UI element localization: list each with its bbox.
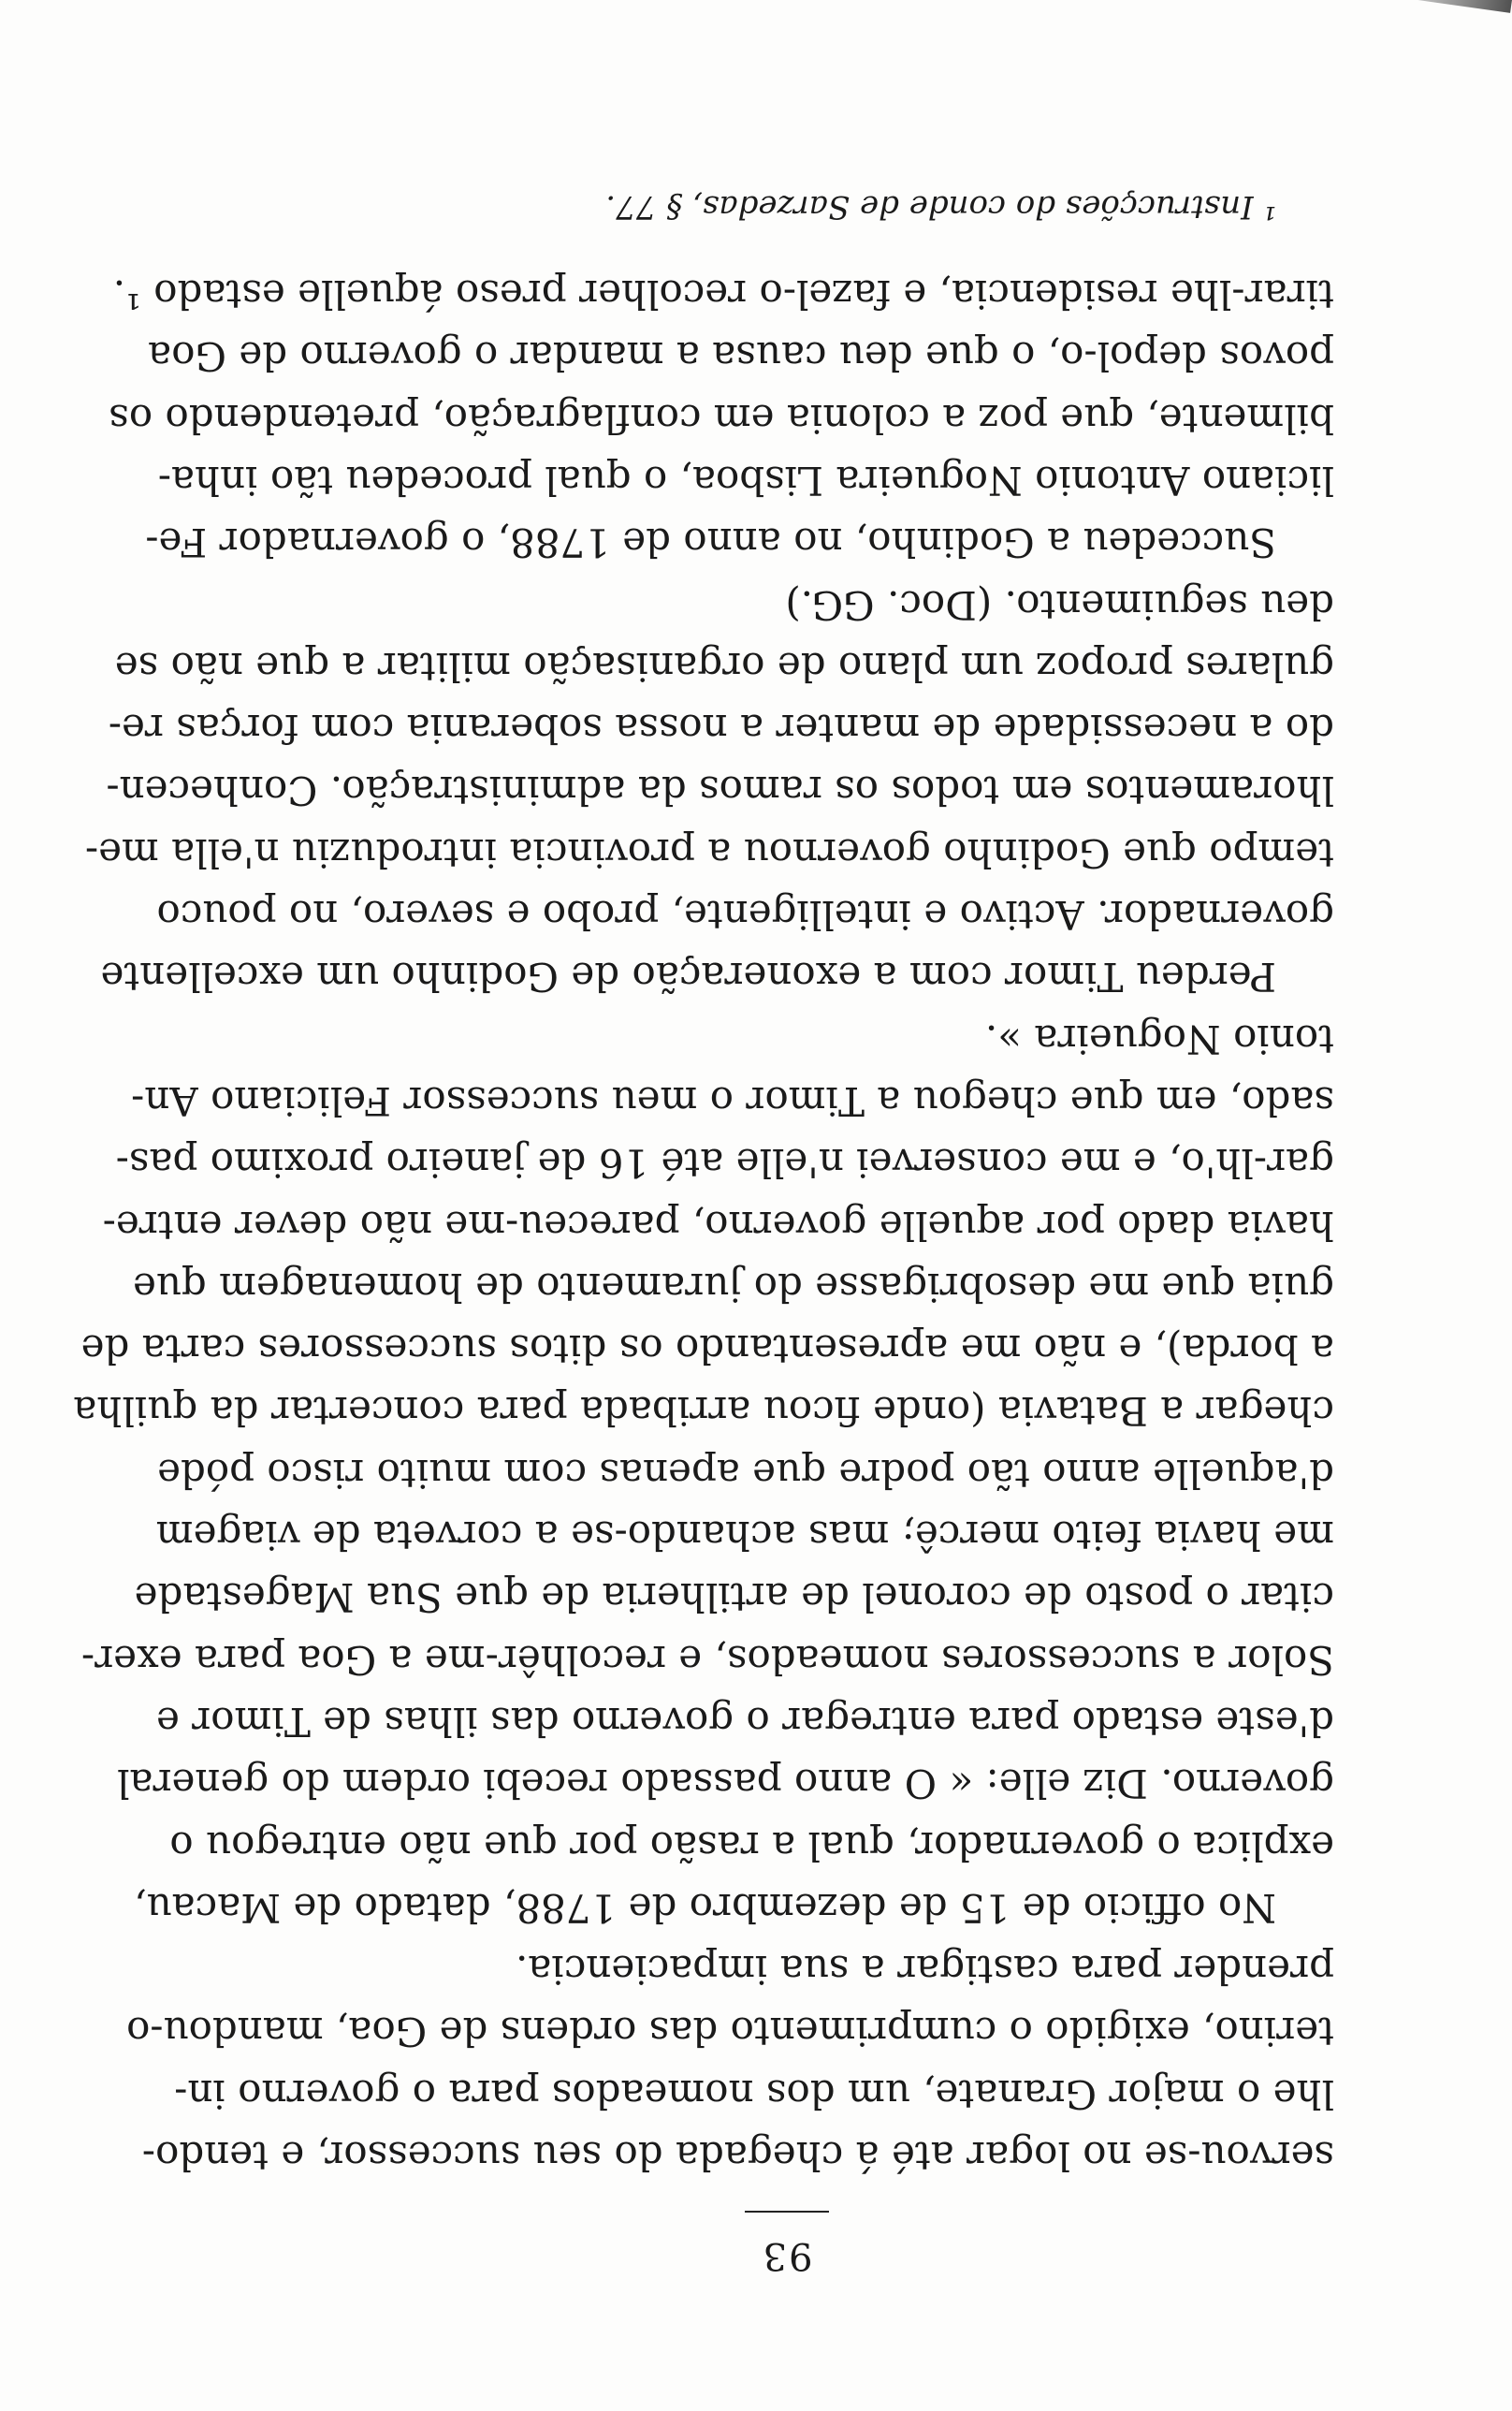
text-line: tempo que Godinho governou a provincia introduziu n'ella me-	[84, 829, 1334, 876]
text-line: lhe o major Granate, um dos nomeados para o governo in-	[174, 2070, 1334, 2117]
text-line: governo. Diz elle: « O anno passado recebi ordem do general	[117, 1761, 1334, 1807]
text-line: a borda), e não me apresentando os ditos successores carta de	[80, 1326, 1334, 1373]
scan-edge-mark	[1372, 0, 1512, 13]
text-line: No officio de 15 de dezembro de 1788, datado de Macau,	[134, 1884, 1276, 1931]
page-number: 93	[761, 2234, 813, 2277]
text-line: terino, exigido o cumprimento das ordens de Goa, mandou-o	[126, 2009, 1334, 2055]
text-line: Succedeu a Godinho, no anno de 1788, o governador Fe-	[145, 519, 1276, 566]
text-line: povos depol-o, o que deu causa a mandar o governo de Goa	[148, 333, 1334, 380]
paragraph-4	[109, 263, 1334, 573]
text-line: liciano Antonio Nogueira Lisboa, o qual procedeu tão inha-	[157, 457, 1334, 504]
paragraph-2	[73, 1007, 1334, 1937]
text-line: Solor a successores nomeados, e recolhêr-me a Goa para exer-	[80, 1636, 1334, 1683]
text-line: me havia feito mercê; mas achando-se a corveta de viagem	[155, 1512, 1334, 1559]
footnote-gap	[240, 227, 1334, 263]
text-line: citar o posto de coronel de artilheria de que Sua Magestade	[134, 1574, 1334, 1621]
text-line: explica o governador, qual a rasão por que não entregou o	[169, 1822, 1334, 1869]
paragraph-3	[84, 573, 1334, 1007]
text-line: bilmente, que poz a colonia em conflagração, pretendendo os	[109, 395, 1334, 442]
footnote: ¹ Instrucções do conde de Sarzedas, § 77.	[605, 187, 1276, 226]
text-line: havia dado por aquelle governo, pareceu-me não dever entre-	[102, 1202, 1334, 1249]
text-line: deu seguimento. (Doc. GG.)	[785, 581, 1334, 628]
text-line: guia que me desobrigasse do juramento de homenagem que	[132, 1264, 1334, 1310]
paragraph-1	[126, 1938, 1334, 2186]
text-line: chegar a Batavia (onde ficou arribada para concertar da quilha	[73, 1388, 1334, 1435]
text-line: d'este estado para entregar o governo das ilhas de Timor e	[155, 1698, 1334, 1745]
text-line: servou-se no logar até á chegada do seu successor, e tendo-	[141, 2133, 1334, 2179]
text-line: prender para castigar a sua impaciencia.	[516, 1947, 1334, 1994]
text-line: Perdeu Timor com a exoneração de Godinho um excellente	[100, 954, 1276, 1001]
text-line: do a necessidade de manter a nossa soberania com forças re-	[108, 706, 1334, 753]
text-line: tonio Nogueira ».	[984, 1016, 1334, 1062]
text-line: lhoramentos em todos os ramos da administração. Conhecen-	[106, 767, 1334, 814]
text-line: governador. Activo e intelligente, probo e severo, no pouco	[156, 892, 1334, 939]
header-rule	[745, 2211, 829, 2213]
text-line: gulares propoz um plano de organisação militar a que não se	[114, 643, 1334, 690]
text-line: d'aquelle anno tão podre que apenas com muito risco póde	[157, 1450, 1334, 1497]
text-line: tirar-lhe residencia, e fazel-o recolher preso áquelle estado ¹.	[112, 271, 1334, 318]
text-line: sado, em que chegou a Timor o meu successor Feliciano An-	[131, 1077, 1334, 1124]
text-line: gar-lh'o, e me conservei n'elle até 16 de janeiro proximo pas-	[115, 1140, 1334, 1187]
page-text-block	[73, 186, 1334, 2278]
